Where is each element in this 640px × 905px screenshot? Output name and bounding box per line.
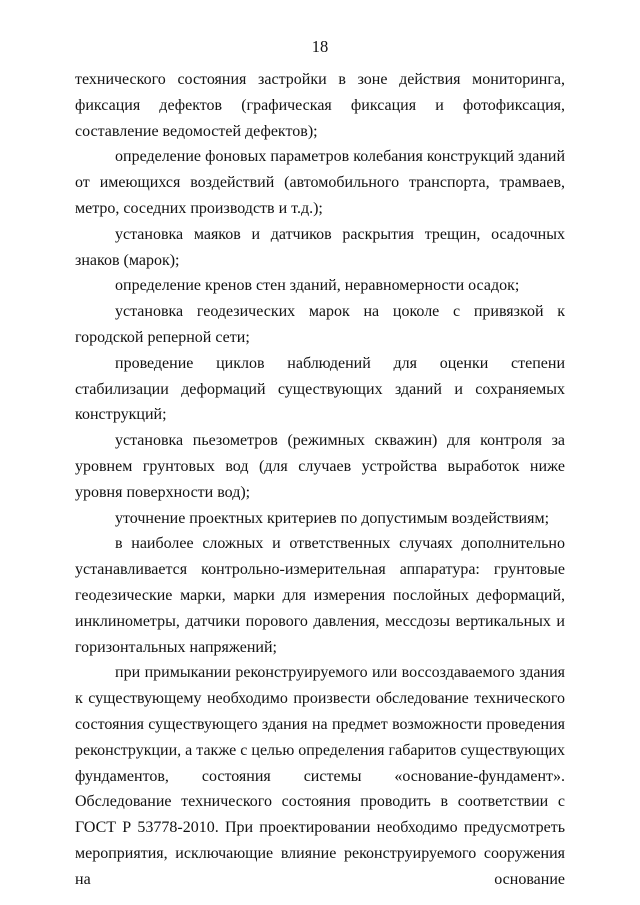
- paragraph-background-vibration: определение фоновых параметров колебания конструкций зданий от имеющихся воздействий (автомобильного транспорта, трамваев, метро, соседних производств и т.д.);: [75, 148, 565, 217]
- paragraph-adjacent-building: при примыкании реконструируемого или воссоздаваемого здания к существующему необходимо произвести обследование технического состояния существующего здания на предмет возможности проведения реконструкции, а также с целью определения габаритов существующих фундаментов, состояния системы «основание-фундамент». Обследование технического состояния проводить в соответствии с ГОСТ Р 53778-2010. При проектировании необходимо предусмотреть мероприятия, исключающие влияние реконструируемого сооружения на основание: [75, 664, 565, 888]
- paragraph-design-criteria: уточнение проектных критериев по допустимым воздействиям;: [115, 509, 550, 527]
- page-number: 18: [311, 37, 329, 56]
- paragraph-wall-tilt: определение кренов стен зданий, неравномерности осадок;: [115, 277, 520, 295]
- paragraph-crack-beacons: установка маяков и датчиков раскрытия трещин, осадочных знаков (марок);: [75, 225, 565, 269]
- paragraph-observation-cycles: проведение циклов наблюдений для оценки степени стабилизации деформаций существующих зданий и сохраняемых конструкций;: [75, 354, 565, 424]
- paragraph-continuation: технического состояния застройки в зоне действия мониторинга, фиксация дефектов (графическая фиксация и фотофиксация, составление ведомостей дефектов);: [75, 71, 565, 140]
- paragraph-instrumentation: в наиболее сложных и ответственных случаях дополнительно устанавливается контрольно-измерительная аппаратура: грунтовые геодезические марки, марки для измерения послойных деформаций, инклинометры, датчики порового давления, мессдозы вертикальных и горизонтальных напряжений;: [75, 535, 565, 656]
- paragraph-geodetic-marks: установка геодезических марок на цоколе с привязкой к городской реперной сети;: [75, 303, 565, 346]
- paragraph-piezometers: установка пьезометров (режимных скважин) для контроля за уровнем грунтовых вод (для случаев устройства выработок ниже уровня поверхности вод);: [75, 432, 565, 501]
- document-body: [75, 67, 565, 893]
